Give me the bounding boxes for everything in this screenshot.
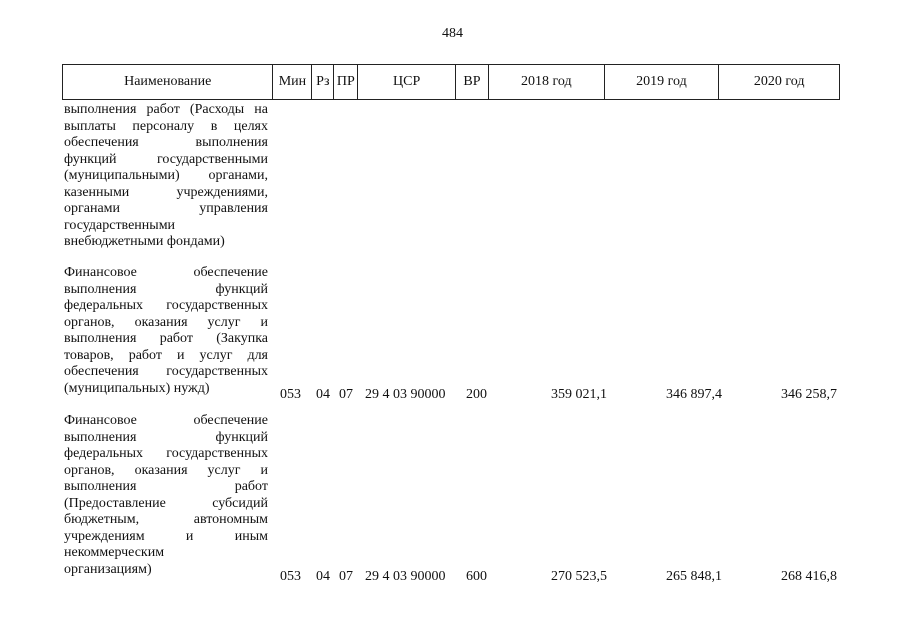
row-2-line-2: федеральных государственных — [64, 446, 268, 461]
row-1-line-0: Финансовое обеспечение — [64, 265, 268, 280]
row-0-line-3: функций государственными — [64, 151, 268, 167]
table-row-2-name — [64, 413, 268, 578]
row-2-line-6: бюджетным, автономным — [64, 512, 268, 527]
row-1-line-5: товаров, работ и услуг для — [64, 347, 268, 363]
row-1-2018: 359 021,1 — [551, 387, 607, 402]
row-2-rz: 04 — [316, 569, 330, 584]
row-2-2019: 265 848,1 — [666, 569, 722, 584]
row-0-line-0: выполнения работ (Расходы на — [64, 102, 268, 117]
header-csr: ЦСР — [358, 65, 456, 99]
table-row-0-name — [64, 102, 268, 251]
header-rz: Рз — [312, 65, 334, 99]
row-1-vr: 200 — [466, 387, 487, 402]
header-2019: 2019 год — [605, 65, 720, 99]
row-0-line-7: государственными — [64, 217, 176, 233]
row-2-line-5: (Предоставление субсидий — [64, 495, 268, 511]
row-0-line-2: обеспечения выполнения — [64, 135, 268, 150]
page-number: 484 — [442, 26, 463, 41]
row-0-line-6: органами управления — [64, 201, 268, 216]
row-0-line-8: внебюджетными фондами) — [64, 234, 225, 249]
row-2-csr: 29 4 03 90000 — [365, 569, 446, 584]
header-vr: ВР — [456, 65, 489, 99]
header-pr: ПР — [334, 65, 358, 99]
row-2-line-8: некоммерческим — [64, 545, 165, 560]
row-2-line-3: органов, оказания услуг и — [64, 462, 268, 478]
row-1-csr: 29 4 03 90000 — [365, 387, 446, 402]
row-1-line-2: федеральных государственных — [64, 298, 268, 313]
row-1-2019: 346 897,4 — [666, 387, 722, 402]
row-2-line-1: выполнения функций — [64, 429, 268, 445]
header-name: Наименование — [63, 65, 273, 99]
row-1-pr: 07 — [339, 387, 353, 402]
header-2018: 2018 год — [489, 65, 605, 99]
row-2-2020: 268 416,8 — [781, 569, 837, 584]
row-2-line-7: учреждениям и иным — [64, 528, 268, 544]
row-1-2020: 346 258,7 — [781, 387, 837, 402]
table-row-1-name — [64, 265, 268, 397]
table-header — [62, 64, 840, 100]
row-1-line-6: обеспечения государственных — [64, 364, 268, 379]
row-2-pr: 07 — [339, 569, 353, 584]
header-min: Мин — [273, 65, 312, 99]
row-0-line-1: выплаты персоналу в целях — [64, 118, 268, 134]
row-0-line-5: казенными учреждениями, — [64, 184, 268, 200]
row-2-2018: 270 523,5 — [551, 569, 607, 584]
row-1-line-4: выполнения работ (Закупка — [64, 331, 268, 346]
row-1-min: 053 — [280, 387, 301, 402]
row-2-line-0: Финансовое обеспечение — [64, 413, 268, 428]
row-1-line-1: выполнения функций — [64, 281, 268, 297]
row-0-line-4: (муниципальными) органами, — [64, 168, 268, 183]
row-2-line-4: выполнения работ — [64, 479, 268, 494]
row-1-rz: 04 — [316, 387, 330, 402]
row-2-min: 053 — [280, 569, 301, 584]
header-2020: 2020 год — [753, 74, 805, 89]
row-2-line-9: организациям) — [64, 561, 152, 577]
row-2-vr: 600 — [466, 569, 487, 584]
row-1-line-3: органов, оказания услуг и — [64, 314, 268, 330]
row-1-line-7: (муниципальных) нужд) — [64, 380, 210, 396]
